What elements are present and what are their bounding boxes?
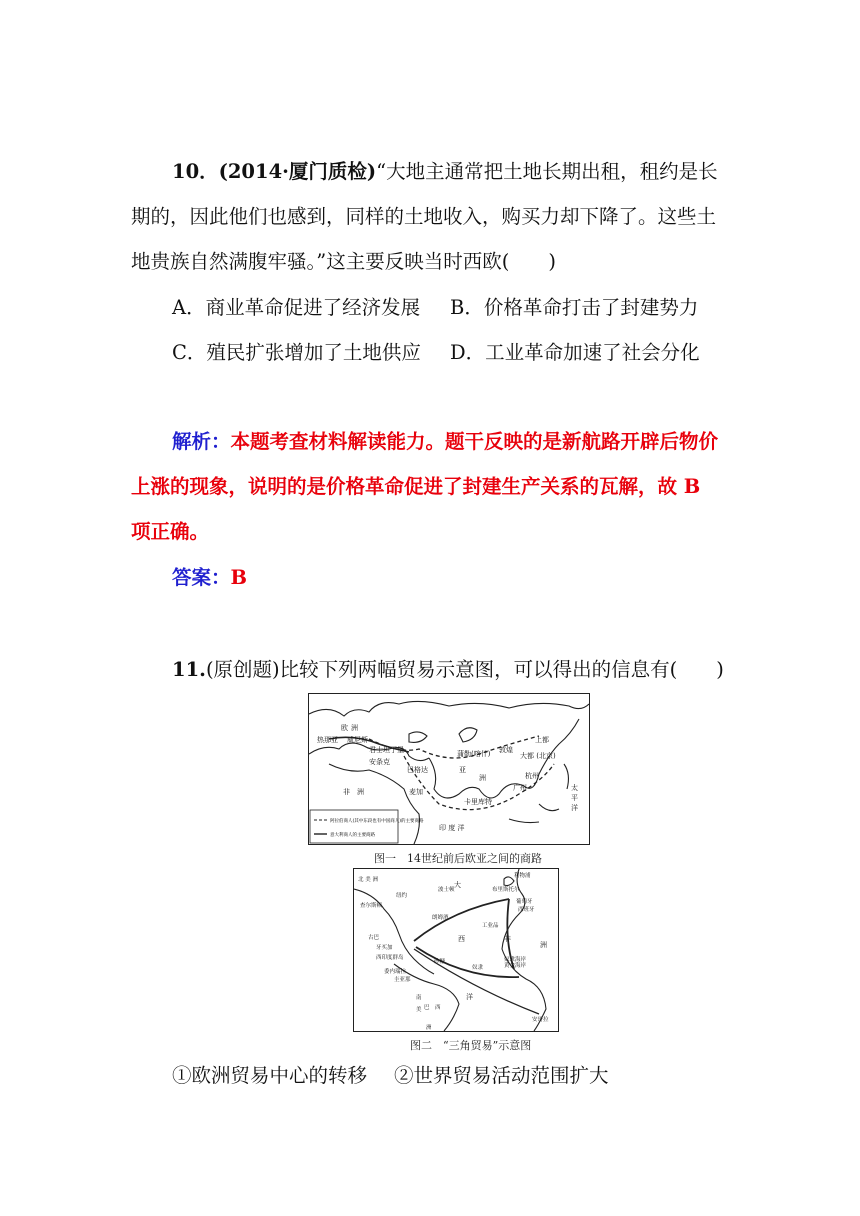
label-charleston: 查尔斯顿 xyxy=(360,903,383,909)
label-north-america: 北 美 洲 xyxy=(358,877,378,883)
label-genoa: 热那亚 xyxy=(317,736,338,744)
q11-number: 11. xyxy=(172,658,206,681)
map-triangle-trade-drawing xyxy=(354,869,558,1031)
label-spain: 西班牙 xyxy=(518,907,535,913)
label-kashgar: 蒲勒(喀什) xyxy=(457,750,491,758)
label-venezuela: 委内瑞拉 xyxy=(384,969,407,975)
analysis-label: 解析： xyxy=(172,430,231,453)
q10-option-a: A．商业革命促进了经济发展 xyxy=(172,296,421,319)
label-cuba: 古巴 xyxy=(368,935,380,941)
label-africa: 非 洲 xyxy=(343,788,364,796)
label-angola: 安哥拉 xyxy=(532,1017,549,1023)
q10-option-c: C．殖民扩张增加了土地供应 xyxy=(172,341,421,364)
label-brazil: 巴 西 xyxy=(424,1005,441,1011)
label-slave-coast: 奴隶海岸 xyxy=(504,957,527,963)
label-gold-coast: 黄金海岸 xyxy=(504,963,527,969)
label-rum: 朗姆酒 xyxy=(432,915,449,921)
analysis-line-3: 项正确。 xyxy=(131,520,210,543)
map-silk-road xyxy=(308,693,590,845)
answer-line xyxy=(172,564,247,592)
map1-legend xyxy=(310,810,424,843)
label-asia-b: 洲 xyxy=(479,774,486,782)
label-portugal: 葡萄牙 xyxy=(516,899,533,905)
map1-caption: 图一 14世纪前后欧亚之间的商路 xyxy=(374,852,542,865)
label-liverpool: 利物浦 xyxy=(514,873,531,879)
map-silk-road-drawing xyxy=(309,694,589,844)
analysis-line-2: 上涨的现象，说明的是价格革命促进了封建生产关系的瓦解，故 B xyxy=(131,475,701,498)
q11-item-2: ②世界贸易活动范围扩大 xyxy=(394,1064,609,1087)
label-america-2: 洲 xyxy=(426,1025,432,1031)
label-atlantic-3: 洋 xyxy=(466,993,473,1001)
q10-number: 10． xyxy=(172,160,219,183)
label-west-indies: 西印度群岛 xyxy=(376,955,404,961)
label-america-1: 美 xyxy=(416,1007,422,1013)
label-south: 南 xyxy=(416,995,422,1001)
answer-value: B xyxy=(230,566,247,589)
label-guangzhou: 广州 xyxy=(513,784,527,792)
answer-label: 答案： xyxy=(172,566,231,589)
label-pacific-3: 洋 xyxy=(571,804,578,812)
label-mecca: 麦加 xyxy=(409,788,423,796)
q10-line-3: 地贵族自然满腹牢骚。”这主要反映当时西欧( ) xyxy=(131,250,556,273)
legend-arab: 阿拉伯商人(其中东段也有中国商人)的主要商路 xyxy=(330,819,424,824)
q11-stem: (原创题)比较下列两幅贸易示意图，可以得出的信息有( ) xyxy=(205,658,724,681)
legend-italian: 意大利商人的主要商路 xyxy=(330,833,375,838)
map2-caption: 图二 “三角贸易”示意图 xyxy=(410,1039,532,1052)
label-goods: 工业品 xyxy=(482,923,499,929)
label-dadu: 大都 (北京) xyxy=(520,752,556,760)
label-guiana: 圭亚那 xyxy=(394,977,411,983)
q11-item-1: ①欧洲贸易中心的转移 xyxy=(172,1064,368,1087)
label-atlantic-1: 大 xyxy=(454,881,461,889)
q10-option-d: D．工业革命加速了社会分化 xyxy=(450,341,700,364)
label-constantinople: 君士坦丁堡 xyxy=(369,746,404,754)
label-hangzhou: 杭州 xyxy=(525,772,539,780)
label-atlantic-2: 西 xyxy=(458,935,465,943)
q10-line-1 xyxy=(172,158,718,186)
label-sugar: 砂糖 xyxy=(434,959,446,965)
label-antioch: 安条克 xyxy=(369,758,390,766)
label-bristol: 布里斯托尔 xyxy=(492,887,520,893)
label-calicut: 卡里库特 xyxy=(464,798,492,806)
q11-line xyxy=(172,656,724,684)
label-baghdad: 巴格达 xyxy=(407,766,428,774)
label-europe-2: 洲 xyxy=(351,724,358,732)
label-europe: 欧 xyxy=(341,724,348,732)
label-pacific-2: 平 xyxy=(571,794,578,802)
label-venice: 威尼斯 xyxy=(347,736,368,744)
label-slaves: 奴隶 xyxy=(472,965,484,971)
label-jamaica: 牙买加 xyxy=(376,945,393,951)
map-triangle-trade xyxy=(353,868,559,1032)
label-asia-a: 亚 xyxy=(459,766,466,774)
label-pacific-1: 太 xyxy=(571,784,578,792)
label-africa: 非 xyxy=(504,935,511,943)
q10-source: (2014·厦门质检) xyxy=(218,160,377,183)
label-dunhuang: 敦煌 xyxy=(499,746,513,754)
analysis-line-1 xyxy=(172,428,718,456)
label-africa-2: 洲 xyxy=(540,941,547,949)
label-boston: 波士顿 xyxy=(438,887,455,893)
analysis-text-1: 本题考查材料解读能力。题干反映的是新航路开辟后物价 xyxy=(230,430,719,453)
q10-option-b: B．价格革命打击了封建势力 xyxy=(450,296,699,319)
q10-line-2: 期的，因此他们也感到，同样的土地收入，购买力却下降了。这些土 xyxy=(131,205,717,228)
label-shangdu: 上都 xyxy=(535,736,549,744)
label-indian-ocean: 印 度 洋 xyxy=(439,824,465,832)
q10-stem-start: “大地主通常把土地长期出租，租约是长 xyxy=(376,160,718,183)
label-newyork: 纽约 xyxy=(396,893,408,899)
